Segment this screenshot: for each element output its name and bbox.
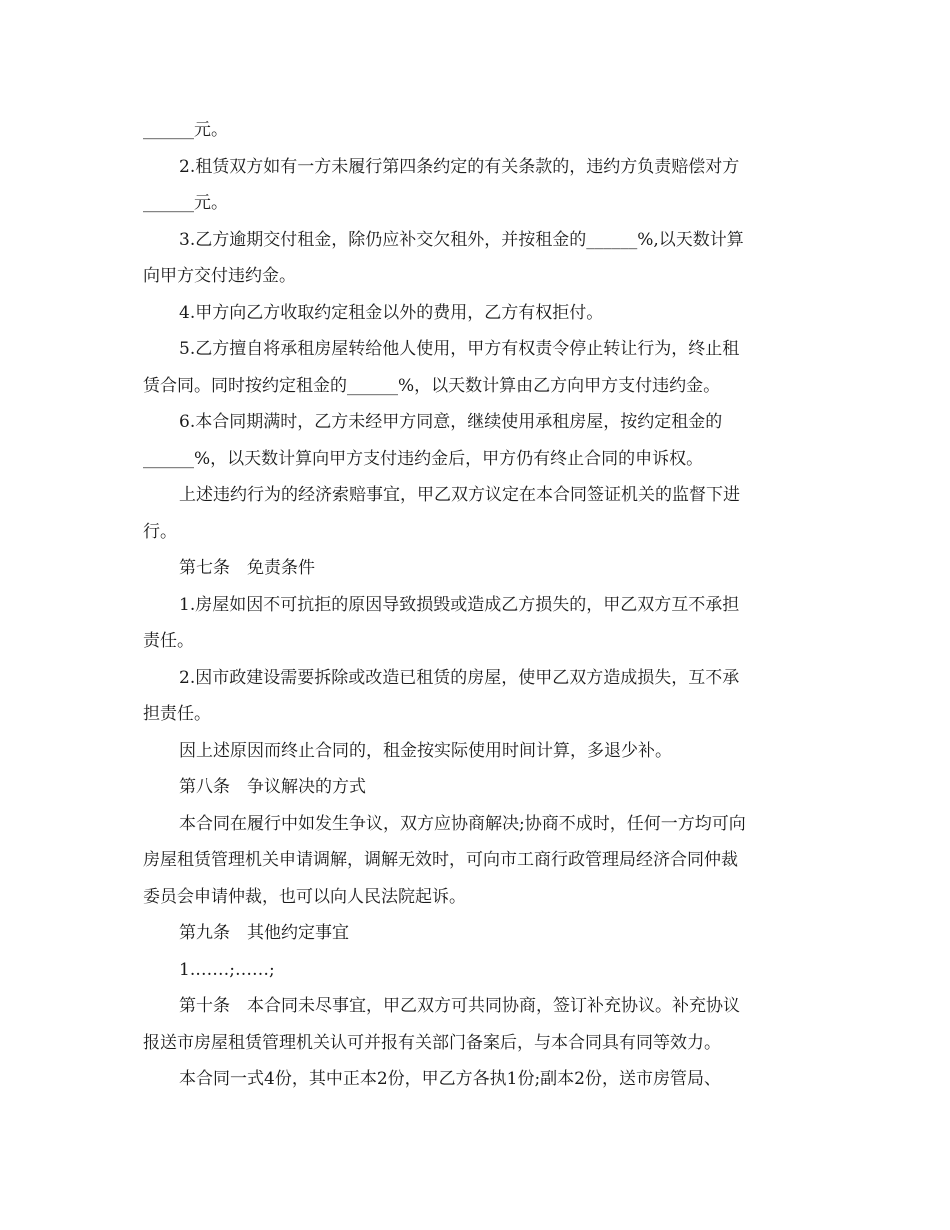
text-line: 本合同一式4份，其中正本2份，甲乙方各执1份;副本2份，送市房管局、 xyxy=(179,1069,721,1089)
text-line: 第七条 免责条件 xyxy=(179,558,315,578)
text-line: ______元。 xyxy=(143,193,228,213)
text-line: 1.房屋如因不可抗拒的原因导致损毁或造成乙方损失的，甲乙双方互不承担 xyxy=(179,594,740,615)
text-line: 2.因市政建设需要拆除或改造已租赁的房屋，使甲乙双方造成损失，互不承 xyxy=(179,667,740,688)
text-line: 房屋租赁管理机关申请调解，调解无效时，可向市工商行政管理局经济合同仲裁 xyxy=(143,850,738,870)
text-line: 4.甲方向乙方收取约定租金以外的费用，乙方有权拒付。 xyxy=(179,302,604,323)
text-line: 第八条 争议解决的方式 xyxy=(179,777,366,797)
text-line: 担责任。 xyxy=(143,704,211,724)
text-line: ______元。 xyxy=(143,120,228,140)
text-line: 报送市房屋租赁管理机关认可并报有关部门备案后，与本合同具有同等效力。 xyxy=(143,1032,721,1053)
text-line: 第十条 本合同未尽事宜，甲乙双方可共同协商，签订补充协议。补充协议 xyxy=(179,996,740,1016)
text-line: 因上述原因而终止合同的，租金按实际使用时间计算，多退少补。 xyxy=(179,740,672,761)
text-line: 向甲方交付违约金。 xyxy=(143,266,296,286)
text-line: 1.……;……; xyxy=(179,959,275,980)
text-line: 上述违约行为的经济索赔事宜，甲乙双方议定在本合同签证机关的监督下进 xyxy=(179,485,740,505)
document-page xyxy=(143,112,813,1098)
text-line: 第九条 其他约定事宜 xyxy=(179,923,349,943)
text-line: 行。 xyxy=(143,521,177,542)
text-line: ______%，以天数计算向甲方支付违约金后，甲方仍有终止合同的申诉权。 xyxy=(143,448,704,469)
text-line: 3.乙方逾期交付租金，除仍应补交欠租外，并按租金的______%,以天数计算 xyxy=(179,229,744,250)
text-line: 2.租赁双方如有一方未履行第四条约定的有关条款的，违约方负责赔偿对方 xyxy=(179,156,740,177)
text-line: 赁合同。同时按约定租金的______%，以天数计算由乙方向甲方支付违约金。 xyxy=(143,375,721,396)
text-line: 委员会申请仲裁，也可以向人民法院起诉。 xyxy=(143,886,466,907)
text-line: 责任。 xyxy=(143,631,194,651)
text-line: 6.本合同期满时，乙方未经甲方同意，继续使用承租房屋，按约定租金的 xyxy=(179,412,723,432)
text-line: 本合同在履行中如发生争议，双方应协商解决;协商不成时，任何一方均可向 xyxy=(179,813,746,834)
text-line: 5.乙方擅自将承租房屋转给他人使用，甲方有权责令停止转让行为，终止租 xyxy=(179,339,740,359)
